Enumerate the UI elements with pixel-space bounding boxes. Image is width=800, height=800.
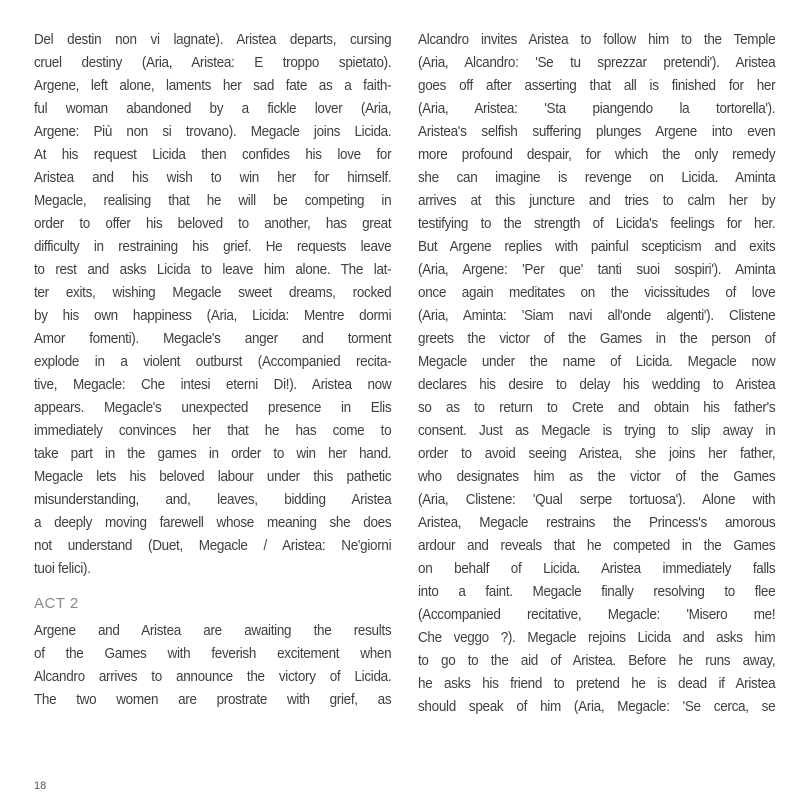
text-line: (Accompanied recitative, Megacle: 'Misero me! (418, 606, 776, 623)
text-line: take part in the games in order to win her hand. (34, 445, 392, 462)
text-line: tuoi felici). (34, 560, 91, 577)
text-line: by his own happiness (Aria, Licida: Mentre dormi (34, 307, 392, 324)
text-line: misunderstanding, and, leaves, bidding Aristea (34, 491, 392, 508)
text-line: appears. Megacle's unexpected presence in Elis (34, 399, 392, 416)
text-line: Alcandro invites Aristea to follow him to the Temple (418, 31, 776, 48)
text-line: Aristea's selfish suffering plunges Argene into even (418, 123, 776, 140)
text-line: Argene, left alone, laments her sad fate as a faith- (34, 77, 392, 94)
text-line: ardour and reveals that he competed in the Games (418, 537, 776, 554)
text-line: (Aria, Aristea: 'Sta piangendo la tortorella'). (418, 100, 776, 117)
text-line: she can imagine is revenge on Licida. Aminta (418, 169, 776, 186)
text-line: on behalf of Licida. Aristea immediately falls (418, 560, 776, 577)
text-line: Argene: Più non si trovano). Megacle joins Licida. (34, 123, 392, 140)
text-line: Amor fomenti). Megacle's anger and torment (34, 330, 392, 347)
text-line: Che veggo ?). Megacle rejoins Licida and asks him (418, 629, 776, 646)
text-line: ful woman abandoned by a fickle lover (Aria, (34, 100, 392, 117)
text-line: difficulty in restraining his grief. He requests leave (34, 238, 392, 255)
text-line: Megacle under the name of Licida. Megacle now (418, 353, 776, 370)
right-column (418, 28, 776, 718)
text-line: who designates him as the victor of the Games (418, 468, 776, 485)
left-column (34, 28, 392, 711)
text-line: tive, Megacle: Che intesi eterni Di!). Aristea now (34, 376, 392, 393)
section-heading-act-2: ACT 2 (34, 595, 79, 612)
text-line: order to offer his beloved to another, has great (34, 215, 392, 232)
text-line: arrives at this juncture and tries to calm her by (418, 192, 776, 209)
text-line: explode in a violent outburst (Accompanied recita- (34, 353, 392, 370)
text-line: (Aria, Argene: 'Per que' tanti suoi sospiri'). Aminta (418, 261, 776, 278)
text-line: should speak of him (Aria, Megacle: 'Se cerca, se (418, 698, 776, 715)
text-line: Del destin non vi lagnate). Aristea departs, cursing (34, 31, 392, 48)
text-line: goes off after asserting that all is finished for her (418, 77, 776, 94)
text-line: Argene and Aristea are awaiting the results (34, 622, 392, 639)
page-number: 18 (34, 780, 47, 792)
text-line: to go to the aid of Aristea. Before he runs away, (418, 652, 776, 669)
text-line: (Aria, Clistene: 'Qual serpe tortuosa'). Alone with (418, 491, 776, 508)
text-line: ter exits, wishing Megacle sweet dreams, rocked (34, 284, 392, 301)
text-line: Aristea and his wish to win her for himself. (34, 169, 392, 186)
text-line: Aristea, Megacle restrains the Princess's amorous (418, 514, 776, 531)
act-2-body (34, 619, 392, 711)
text-line: immediately convinces her that he has come to (34, 422, 392, 439)
act-1-body (34, 28, 392, 580)
text-line: Alcandro arrives to announce the victory of Licida. (34, 668, 392, 685)
text-line: consent. Just as Megacle is trying to slip away in (418, 422, 776, 439)
text-line: At his request Licida then confides his love for (34, 146, 392, 163)
text-line: (Aria, Alcandro: 'Se tu sprezzar pretendi'). Aristea (418, 54, 776, 71)
text-line: cruel destiny (Aria, Aristea: E troppo spietato). (34, 54, 392, 71)
text-line: a deeply moving farewell whose meaning she does (34, 514, 392, 531)
text-line: The two women are prostrate with grief, as (34, 691, 392, 708)
text-line: more profound despair, for which the only remedy (418, 146, 776, 163)
text-line: so as to return to Crete and obtain his father's (418, 399, 776, 416)
text-line: he asks his friend to pretend he is dead if Aristea (418, 675, 776, 692)
text-line: greets the victor of the Games in the person of (418, 330, 776, 347)
text-line: Megacle, realising that he will be competing in (34, 192, 392, 209)
text-line: (Aria, Aminta: 'Siam navi all'onde algenti'). Clistene (418, 307, 776, 324)
text-line: not understand (Duet, Megacle / Aristea: Ne'giorni (34, 537, 392, 554)
text-line: of the Games with feverish excitement when (34, 645, 392, 662)
text-line: But Argene replies with painful scepticism and exits (418, 238, 776, 255)
text-line: once again meditates on the vicissitudes of love (418, 284, 776, 301)
text-line: into a faint. Megacle finally resolving to flee (418, 583, 776, 600)
text-line: declares his desire to delay his wedding to Aristea (418, 376, 776, 393)
text-line: testifying to the strength of Licida's feelings for her. (418, 215, 776, 232)
text-line: to rest and asks Licida to leave him alone. The lat- (34, 261, 392, 278)
text-line: Megacle lets his beloved labour under this pathetic (34, 468, 392, 485)
text-line: order to avoid seeing Aristea, she joins her father, (418, 445, 776, 462)
